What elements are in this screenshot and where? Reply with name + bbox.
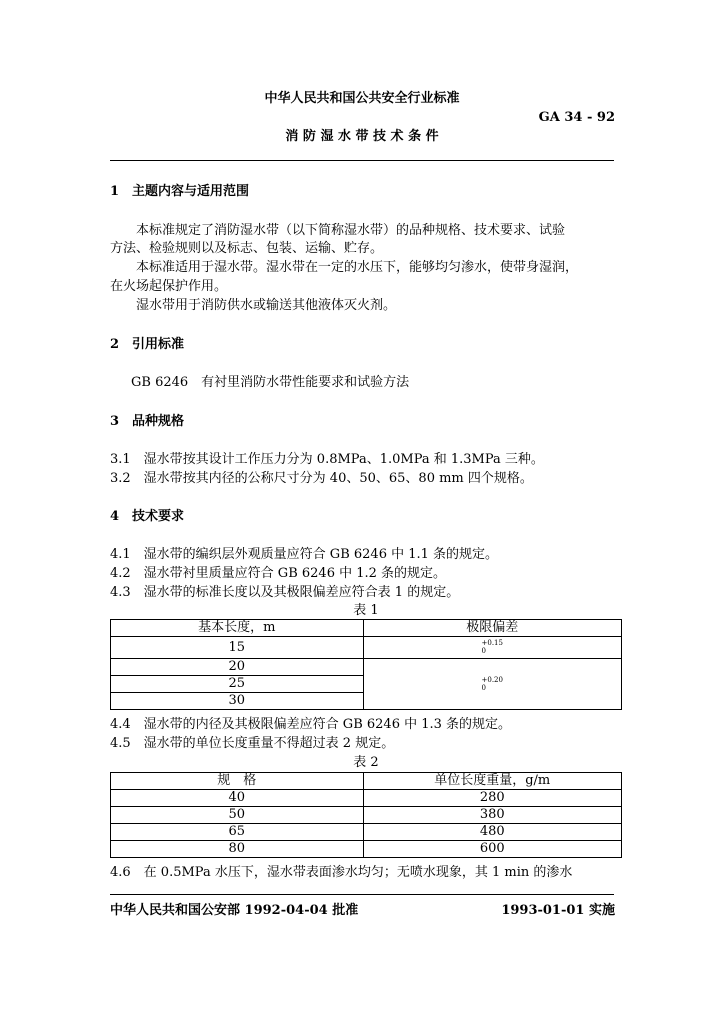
section1-p3: 湿水带用于消防供水或输送其他液体灭火剂。 (136, 298, 397, 313)
table2-cell-spec: 65 (111, 824, 364, 841)
table2-cell-spec: 80 (111, 841, 364, 858)
table1-cell-length: 20 (111, 659, 364, 676)
table2-cell-spec: 40 (111, 790, 364, 807)
table2-cell-weight: 600 (363, 841, 622, 858)
tolerance-lower: 0 (481, 647, 486, 656)
tolerance-upper: +0.20 (481, 675, 503, 684)
table1-cell-tolerance (363, 637, 622, 659)
table2 (110, 772, 622, 858)
clause-3-2: 3.2 湿水带按其内径的公称尺寸分为 40、50、65、80 mm 四个规格。 (110, 471, 533, 486)
table1-cell-length: 25 (111, 676, 364, 693)
table2-cell-weight: 380 (363, 807, 622, 824)
table2-cell-weight: 480 (363, 824, 622, 841)
section4-heading: 4 技术要求 (110, 509, 185, 524)
table1-header-tolerance: 极限偏差 (363, 620, 622, 637)
table1-cell-length: 30 (111, 693, 364, 710)
tolerance-value (482, 639, 503, 655)
section1-p2-line1: 本标准适用于湿水带。湿水带在一定的水压下，能够均匀渗水，使带身湿润， (136, 260, 579, 275)
clause-4-2: 4.2 湿水带衬里质量应符合 GB 6246 中 1.2 条的规定。 (110, 566, 447, 581)
footer-divider (110, 894, 614, 895)
table2-caption: 表 2 (353, 755, 379, 770)
section3-heading: 3 品种规格 (110, 414, 185, 429)
table2-header-weight: 单位长度重量，g/m (363, 773, 622, 790)
tolerance-upper: +0.15 (481, 639, 503, 648)
section1-heading: 1 主题内容与适用范围 (110, 184, 250, 199)
table2-cell-weight: 280 (363, 790, 622, 807)
clause-4-1: 4.1 湿水带的编织层外观质量应符合 GB 6246 中 1.1 条的规定。 (110, 547, 499, 562)
section2-heading: 2 引用标准 (110, 337, 185, 352)
approval-date: 中华人民共和国公安部 1992-04-04 批准 (110, 903, 359, 918)
tolerance-lower: 0 (481, 683, 486, 692)
clause-3-1: 3.1 湿水带按其设计工作压力分为 0.8MPa、1.0MPa 和 1.3MPa 三种。 (110, 452, 544, 467)
table1 (110, 619, 622, 710)
table2-header-spec: 规 格 (111, 773, 364, 790)
clause-4-5: 4.5 湿水带的单位长度重量不得超过表 2 规定。 (110, 736, 395, 751)
tolerance-value (482, 676, 503, 692)
section1-p2-line2: 在火场起保护作用。 (110, 279, 228, 294)
standard-code: GA 34 - 92 (538, 110, 615, 125)
table1-cell-tolerance (363, 659, 622, 710)
table2-cell-spec: 50 (111, 807, 364, 824)
section1-p1-line1: 本标准规定了消防湿水带（以下简称湿水带）的品种规格、技术要求、试验 (136, 223, 566, 238)
clause-4-6: 4.6 在 0.5MPa 水压下，湿水带表面渗水均匀；无喷水现象，其 1 min 的渗水 (110, 865, 573, 880)
table1-header-length: 基本长度，m (111, 620, 364, 637)
effective-date: 1993-01-01 实施 (501, 903, 615, 918)
org-title: 中华人民共和国公共安全行业标准 (264, 91, 460, 106)
clause-4-3: 4.3 湿水带的标准长度以及其极限偏差应符合表 1 的规定。 (110, 585, 460, 600)
table1-caption: 表 1 (353, 603, 379, 618)
header-divider (110, 160, 614, 161)
table1-cell-length: 15 (111, 637, 364, 659)
section2-reference: GB 6246 有衬里消防水带性能要求和试验方法 (131, 375, 410, 390)
clause-4-4: 4.4 湿水带的内径及其极限偏差应符合 GB 6246 中 1.3 条的规定。 (110, 717, 512, 732)
document-title: 消 防 湿 水 带 技 术 条 件 (285, 129, 439, 144)
section1-p1-line2: 方法、检验规则以及标志、包装、运输、贮存。 (110, 241, 384, 256)
